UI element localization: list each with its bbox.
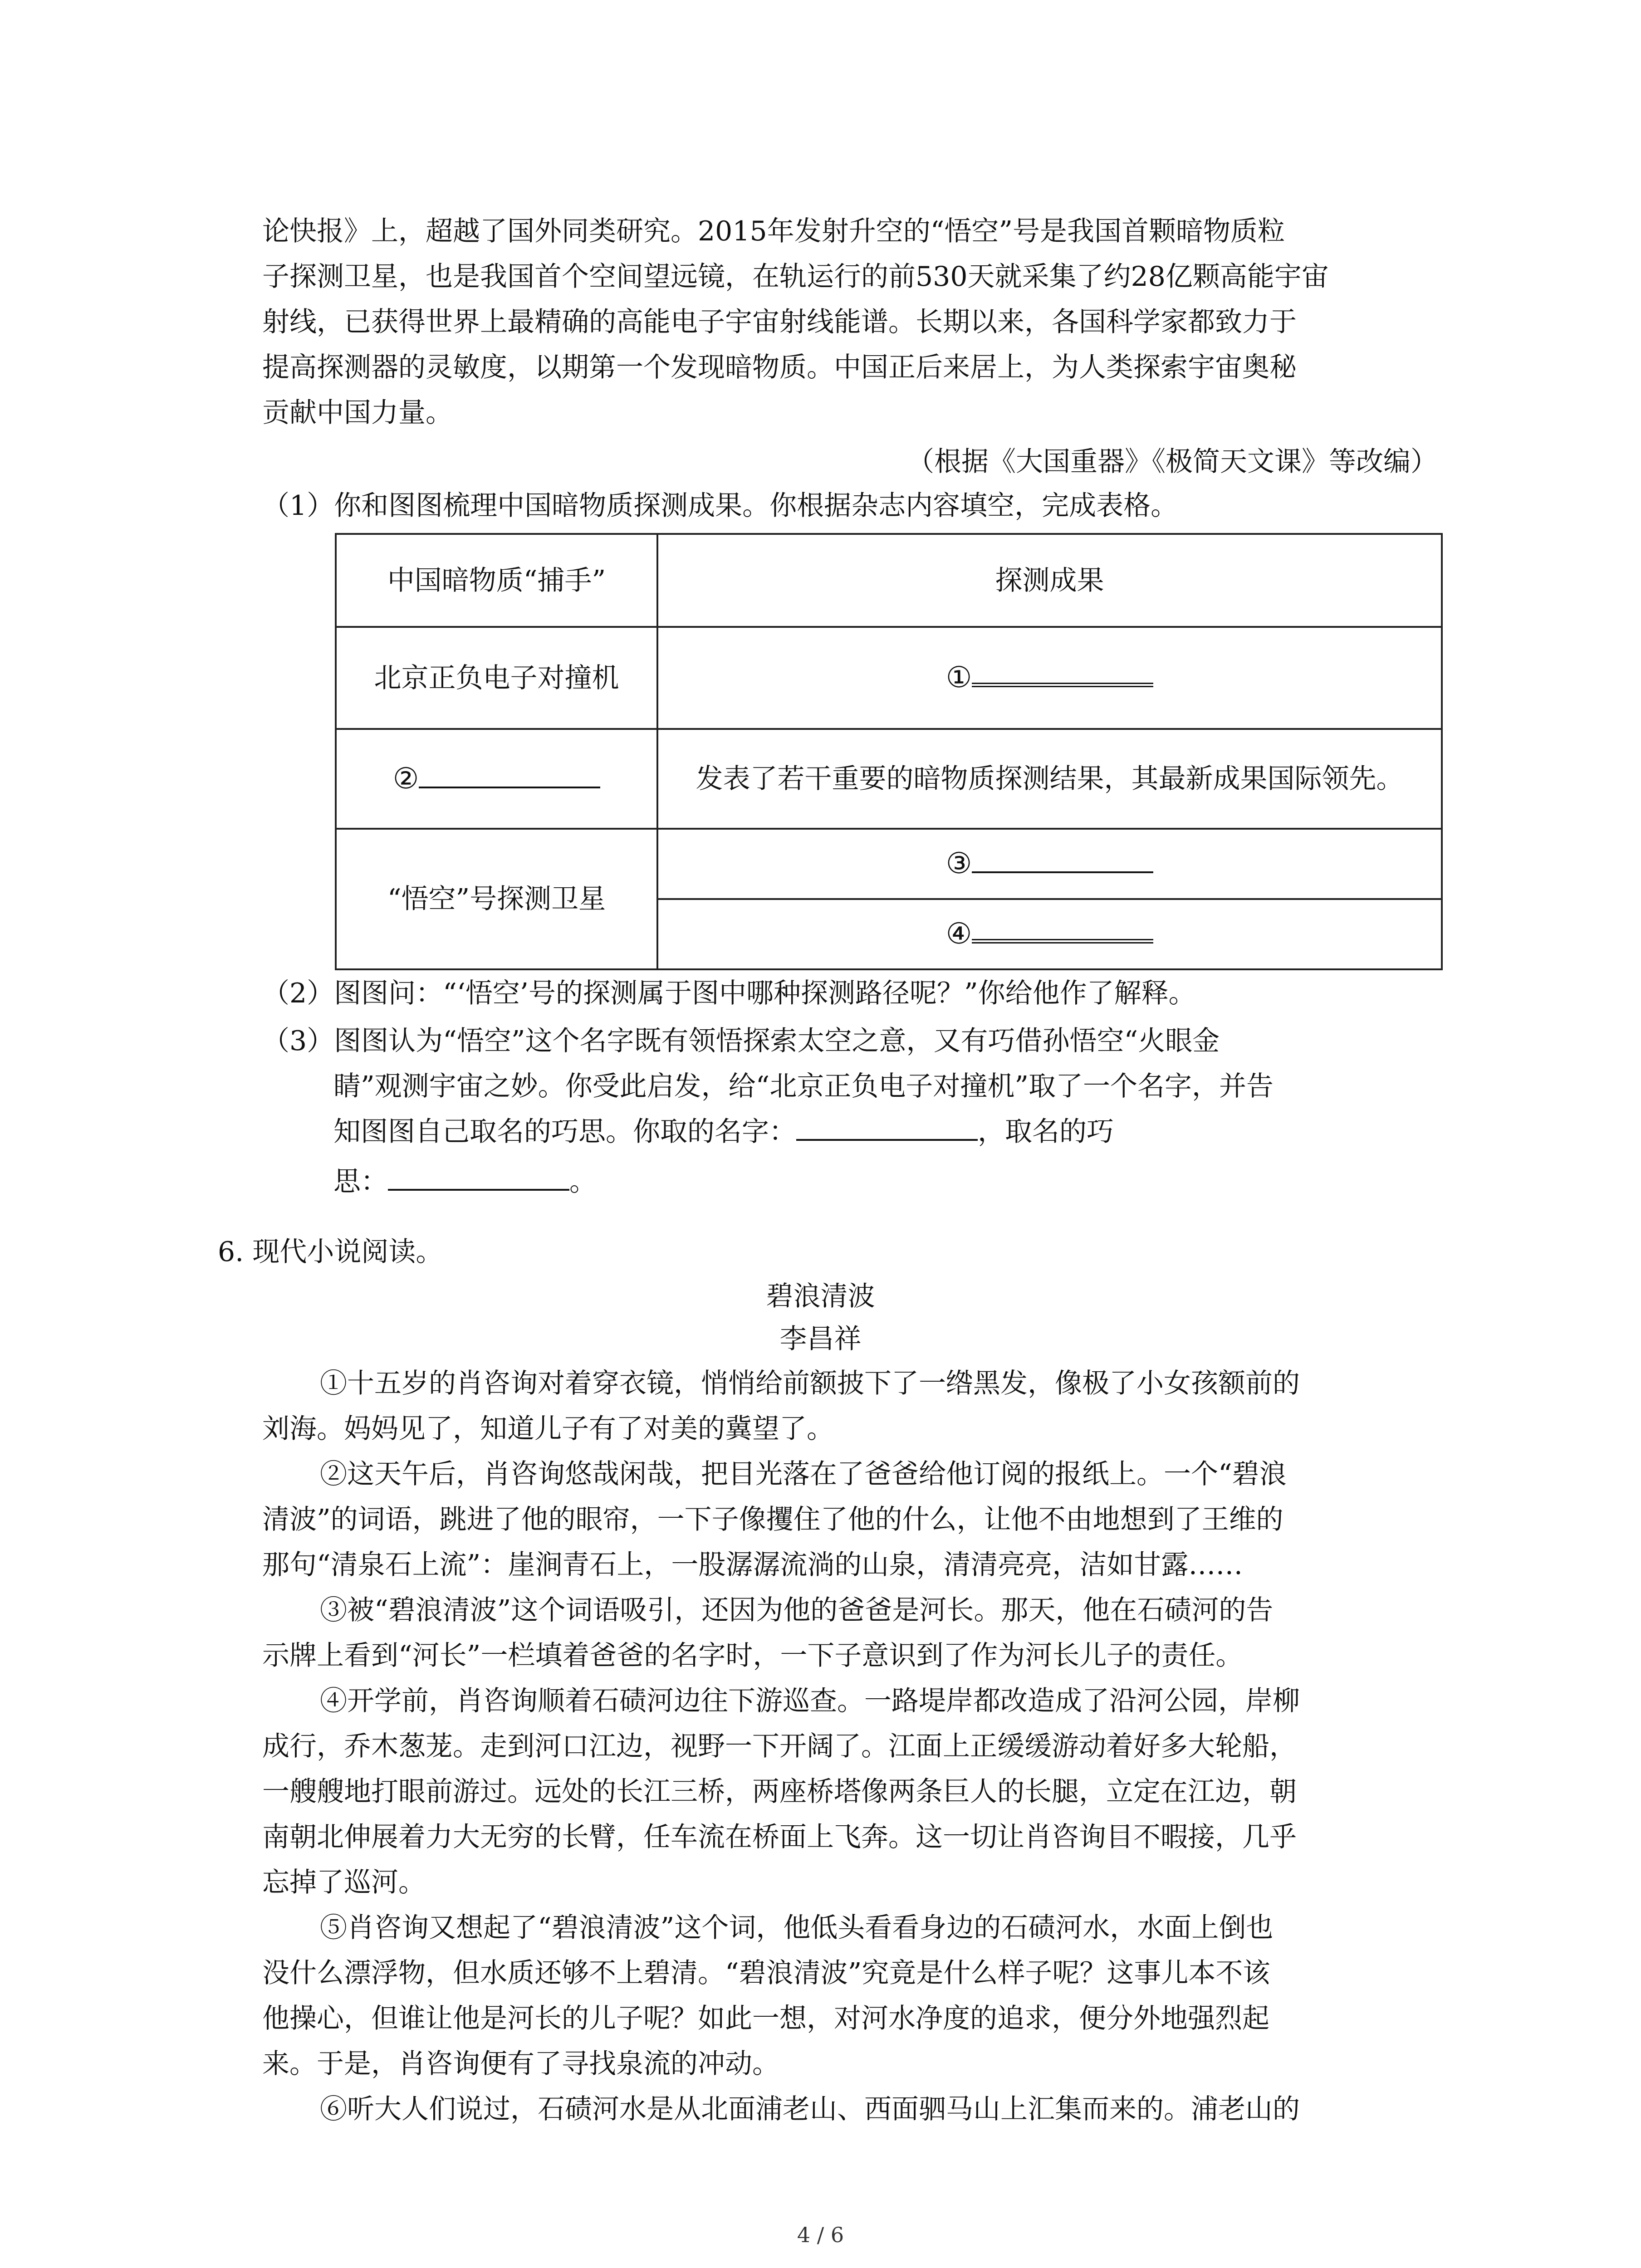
blank-marker-3: ③ [945,847,972,880]
story-line: ①十五岁的肖咨询对着穿衣镜，悄悄给前额披下了一绺黑发，像极了小女孩额前的 [320,1368,1300,1399]
row2-results: 发表了若干重要的暗物质探测结果，其最新成果国际领先。 [657,729,1442,829]
story-line: 清波”的词语，跳进了他的眼帘，一下子像攫住了他的什么，让他不由地想到了王维的 [262,1504,1283,1535]
row3a-answer-cell [657,829,1442,899]
blank-marker-4: ④ [945,917,972,951]
question-3-text: 思： [333,1166,388,1198]
passage-line: 提高探测器的灵敏度，以期第一个发现暗物质。中国正后来居上，为人类探索宇宙奥秘 [262,352,1297,383]
story-title: 碧浪清波 [766,1281,875,1312]
question-3-text: 。 [569,1166,597,1198]
story-line: ④开学前，肖咨询顺着石碛河边往下游巡查。一路堤岸都改造成了沿河公园，岸柳 [320,1685,1300,1717]
story-line: 忘掉了巡河。 [262,1867,426,1898]
header-catcher: 中国暗物质“捕手” [336,534,657,627]
answer-blank-1[interactable] [972,660,1153,687]
table-row [336,627,1442,729]
story-line: 一艘艘地打眼前游过。远处的长江三桥，两座桥塔像两条巨人的长腿，立定在江边，朝 [262,1776,1297,1808]
section-heading: 6. 现代小说阅读。 [218,1236,443,1268]
reason-answer-blank[interactable] [388,1166,569,1191]
row3-catcher: “悟空”号探测卫星 [336,829,657,969]
story-author: 李昌祥 [779,1323,862,1355]
question-3-line: 睛”观测宇宙之妙。你受此启发，给“北京正负电子对撞机”取了一个名字，并告 [333,1070,1274,1102]
row3b-answer-cell [657,899,1442,969]
source-citation: （根据《大国重器》《极简天文课》等改编） [907,446,1438,478]
question-3-line [333,1114,1114,1150]
question-3-line: （3）图图认为“悟空”这个名字既有领悟探索太空之意，又有巧借孙悟空“火眼金 [262,1025,1220,1057]
passage-line: 贡献中国力量。 [262,397,453,429]
row1-answer-cell [657,627,1442,729]
story-line: 他操心，但谁让他是河长的儿子呢？如此一想，对河水净度的追求，便分外地强烈起 [262,2003,1269,2034]
story-line: ②这天午后，肖咨询悠哉闲哉，把目光落在了爸爸给他订阅的报纸上。一个“碧浪 [320,1458,1287,1490]
story-line: ⑤肖咨询又想起了“碧浪清波”这个词，他低头看看身边的石碛河水，水面上倒也 [320,1912,1274,1944]
answer-blank-2[interactable] [419,764,600,788]
passage-line: 子探测卫星，也是我国首个空间望远镜，在轨运行的前530天就采集了约28亿颗高能宇宙 [262,261,1329,293]
story-line: ③被“碧浪清波”这个词语吸引，还因为他的爸爸是河长。那天，他在石碛河的告 [320,1594,1274,1626]
question-3-text: ，取名的巧 [978,1116,1114,1148]
results-table [335,533,1443,970]
story-line: 没什么漂浮物，但水质还够不上碧清。“碧浪清波”究竟是什么样子呢？这事儿本不该 [262,1957,1270,1989]
name-answer-blank[interactable] [796,1116,978,1141]
question-1-prompt: （1）你和图图梳理中国暗物质探测成果。你根据杂志内容填空，完成表格。 [262,490,1178,522]
story-line: 成行，乔木葱茏。走到河口江边，视野一下开阔了。江面上正缓缓游动着好多大轮船， [262,1730,1297,1762]
row1-catcher: 北京正负电子对撞机 [336,627,657,729]
question-3-text: 知图图自己取名的巧思。你取的名字： [333,1116,796,1148]
passage-line: 射线，已获得世界上最精确的高能电子宇宙射线能谱。长期以来，各国科学家都致力于 [262,306,1297,338]
question-3-line [333,1163,597,1200]
story-line: 那句“清泉石上流”：崖涧青石上，一股潺潺流淌的山泉，清清亮亮，洁如甘露…… [262,1549,1243,1581]
story-line: 南朝北伸展着力大无穷的长臂，任车流在桥面上飞奔。这一切让肖咨询目不暇接，几乎 [262,1821,1297,1853]
story-line: 来。于是，肖咨询便有了寻找泉流的冲动。 [262,2048,779,2080]
blank-marker-1: ① [945,661,972,694]
blank-marker-2: ② [392,762,419,796]
page-number: 4 / 6 [797,2223,844,2247]
table-row [336,729,1442,829]
table-header-row [336,534,1442,627]
question-2-prompt: （2）图图问：“‘悟空’号的探测属于图中哪种探测路径呢？”你给他作了解释。 [262,978,1196,1009]
row2-answer-cell [336,729,657,829]
story-line: 刘海。妈妈见了，知道儿子有了对美的冀望了。 [262,1413,834,1445]
table-row [336,829,1442,899]
passage-line: 论快报》上，超越了国外同类研究。2015年发射升空的“悟空”号是我国首颗暗物质粒 [262,215,1285,247]
story-line: 示牌上看到“河长”一栏填着爸爸的名字时，一下子意识到了作为河长儿子的责任。 [262,1640,1243,1672]
answer-blank-3[interactable] [972,849,1153,873]
story-line: ⑥听大人们说过，石碛河水是从北面浦老山、西面驷马山上汇集而来的。浦老山的 [320,2093,1300,2125]
header-results: 探测成果 [657,534,1442,627]
answer-blank-4[interactable] [972,916,1153,943]
